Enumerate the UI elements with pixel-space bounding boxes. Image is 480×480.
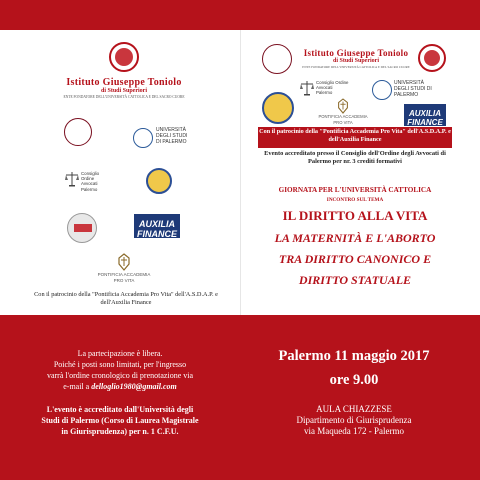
- giornata-heading: GIORNATA PER L'UNIVERSITÀ CATTOLICA: [278, 186, 432, 194]
- unipa-label: UNIVERSITÀ DEGLI STUDI DI PALERMO: [156, 127, 188, 145]
- credit-line1: L'evento è accreditato dall'Università degli: [46, 405, 194, 414]
- headline-line2: LA MATERNITÀ E L'ABORTO: [274, 231, 436, 245]
- toniolo-seal-logo-right: [418, 44, 446, 72]
- event-room: AULA CHIAZZESE: [316, 404, 392, 414]
- institute-tagline-right: ENTE FONDATORE DELL'UNIVERSITÀ CATTOLICA E DEL SACRO CUORE: [302, 65, 410, 69]
- toniolo-seal-logo: [109, 42, 139, 72]
- fold-divider: [240, 30, 241, 315]
- event-date: Palermo 11 maggio 2017: [278, 348, 430, 364]
- event-department: Dipartimento di Giurisprudenza: [296, 415, 412, 425]
- asdap-logo: [146, 168, 172, 194]
- patrocinio-box: Con il patrocinio della "Pontificia Accademia Pro Vita" dell'A.S.D.A.P. e dell'Auxilia Finance: [258, 127, 452, 148]
- top-band: [0, 0, 480, 30]
- email-link[interactable]: delloglio1980@gmail.com: [91, 382, 177, 391]
- unipa-label-right: UNIVERSITÀ DEGLI STUDI DI PALERMO: [394, 80, 432, 98]
- participation-line1: La partecipazione è libera.: [77, 349, 163, 358]
- auxilia-logo: [134, 214, 180, 238]
- pontificia-label: PONTIFICIA ACCADEMIA PRO VITA: [97, 272, 151, 283]
- institute-title-left: [62, 77, 186, 99]
- institute-tagline: ENTE FONDATORE DELL'UNIVERSITÀ CATTOLICA E DEL SACRO CUORE: [63, 95, 185, 99]
- headline-line4: DIRITTO STATUALE: [298, 273, 412, 287]
- credit-line2: Studi di Palermo (Corso di Laurea Magistrale: [41, 416, 199, 425]
- event-time: ore 9.00: [329, 372, 379, 388]
- asdap-logo-right: [262, 92, 294, 124]
- associazione-amici-logo: [64, 118, 92, 146]
- pontificia-label-right: PONTIFICIA ACCADEMIA PRO VITA: [318, 114, 368, 125]
- ordine-avvocati-label-right: Consiglio Ordine Avvocati Palermo: [316, 80, 349, 96]
- pontificia-logo: [116, 253, 132, 271]
- bottom-red-section: [0, 315, 480, 480]
- institute-title-right: [296, 48, 416, 69]
- auxilia-label-right: AUXILIA FINANCE: [407, 109, 443, 127]
- participation-line3: varrà l'ordine cronologico di prenotazione via: [46, 371, 194, 380]
- headline-title: IL DIRITTO ALLA VITA: [282, 208, 428, 223]
- participation-info: [18, 348, 222, 392]
- institute-name: Istituto Giuseppe Toniolo: [66, 77, 182, 88]
- incontro-heading: INCONTRO SUL TEMA: [326, 197, 384, 203]
- institute-name-right: Istituto Giuseppe Toniolo: [303, 48, 409, 58]
- associazione-amici-logo-right: [262, 44, 292, 74]
- participation-line2: Poiché i posti sono limitati, per l'ingresso: [53, 360, 187, 369]
- accreditation-text: Evento accreditato presso il Consiglio dell'Ordine degli Avvocati di Palermo per nr. 3 crediti formativi: [264, 150, 446, 165]
- ordine-avvocati-logo-right: [300, 80, 314, 96]
- email-prefix: e-mail a: [63, 382, 92, 391]
- headline-line3: TRA DIRITTO CANONICO E: [278, 252, 432, 266]
- unipa-logo-right: [372, 80, 392, 100]
- event-address: via Maqueda 172 - Palermo: [304, 426, 404, 436]
- patrocinio-left: Con il patrocinio della "Pontificia Accademia Pro Vita" dell'A.S.D.A.P. e dell'Auxilia Finance: [34, 291, 218, 306]
- ordine-avvocati-label: Consiglio Ordine Avvocati Palermo: [81, 171, 100, 192]
- institute-subtitle: di Studi Superiori: [100, 88, 147, 94]
- auxilia-logo-right: [404, 104, 446, 126]
- participation-line4: [18, 381, 222, 392]
- ordine-avvocati-logo: [65, 171, 79, 187]
- unipa-logo: [133, 128, 153, 148]
- pontificia-logo-right: [336, 98, 350, 114]
- institute-subtitle-right: di Studi Superiori: [332, 58, 379, 64]
- credit-info: [18, 404, 222, 437]
- giuristi-logo: [67, 213, 97, 243]
- credit-line3: in Giurisprudenza) per n. 1 C.F.U.: [61, 427, 179, 436]
- auxilia-label: AUXILIA FINANCE: [137, 219, 177, 239]
